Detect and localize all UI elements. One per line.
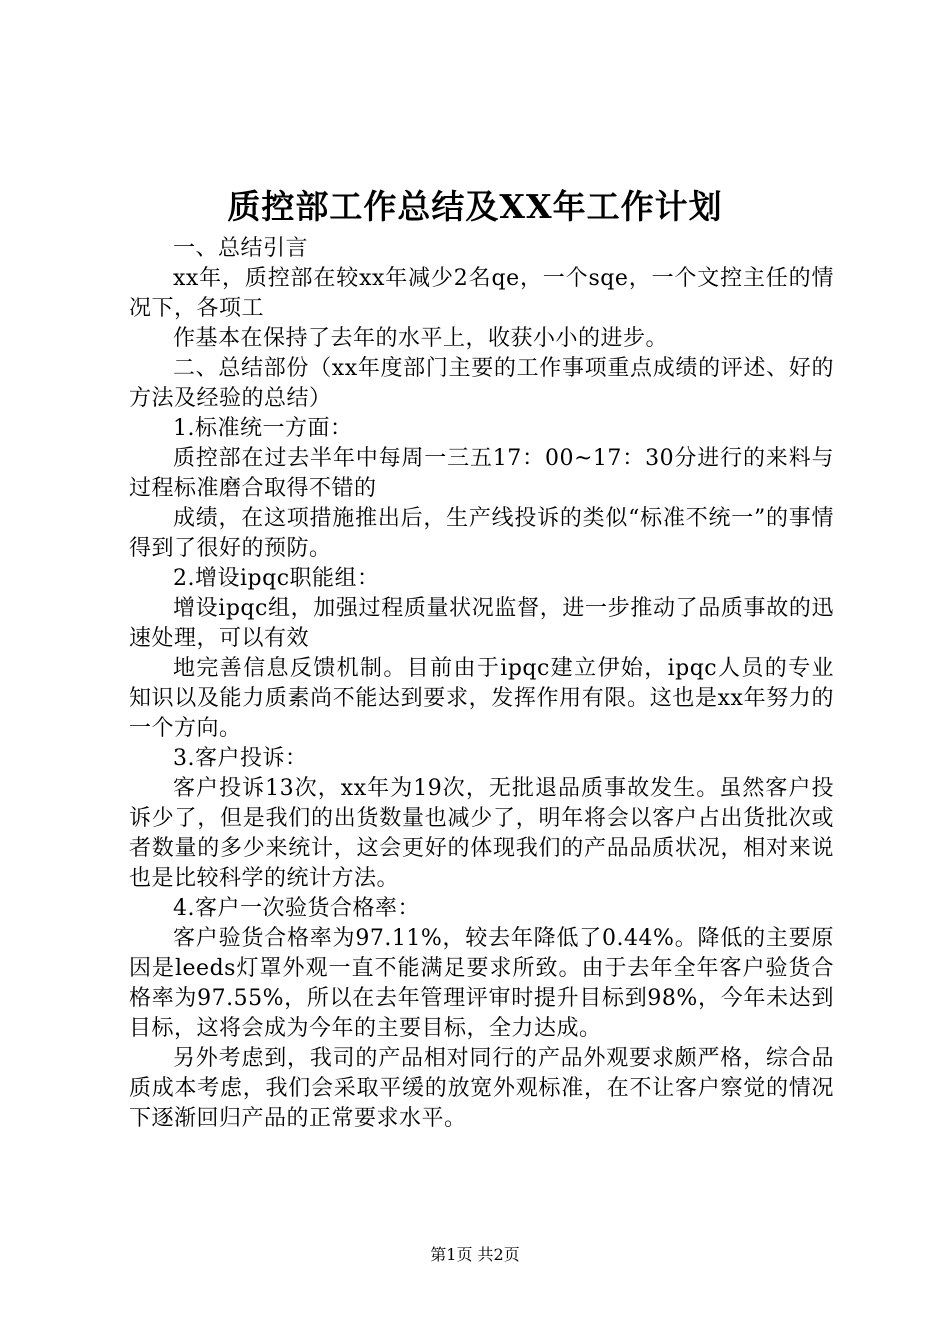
paragraph: 另外考虑到，我司的产品相对同行的产品外观要求颇严格，综合品质成本考虑，我们会采取平缓的放宽外观标准，在不让客户察觉的情况下逐渐回归产品的正常要求水平。 bbox=[129, 1046, 834, 1131]
section-heading-summary: 二、总结部份（xx年度部门主要的工作事项重点成绩的评述、好的方法及经验的总结） bbox=[129, 356, 834, 411]
paragraph: 地完善信息反馈机制。目前由于ipqc建立伊始，ipqc人员的专业知识以及能力质素尚不能达到要求，发挥作用有限。这也是xx年努力的一个方向。 bbox=[129, 656, 834, 741]
paragraph: xx年，质控部在较xx年减少2名qe，一个sqe，一个文控主任的情况下，各项工 bbox=[129, 266, 834, 321]
paragraph: 成绩，在这项措施推出后，生产线投诉的类似“标准不统一”的事情得到了很好的预防。 bbox=[129, 506, 834, 561]
subheading-pass-rate: 4.客户一次验货合格率： bbox=[173, 896, 420, 921]
document-title: 质控部工作总结及XX年工作计划 bbox=[227, 187, 723, 226]
subheading-complaints: 3.客户投诉： bbox=[173, 746, 308, 771]
document-body bbox=[129, 234, 834, 1134]
paragraph: 客户投诉13次，xx年为19次，无批退品质事故发生。虽然客户投诉少了，但是我们的出货数量也减少了，明年将会以客户占出货批次或者数量的多少来统计，这会更好的体现我们的产品品质状况，相对来说也是比较科学的统计方法。 bbox=[129, 776, 834, 891]
paragraph: 客户验货合格率为97.11%，较去年降低了0.44%。降低的主要原因是leeds灯罩外观一直不能满足要求所致。由于去年全年客户验货合格率为97.55%，所以在去年管理评审时提升目标到98%，今年未达到目标，这将会成为今年的主要目标，全力达成。 bbox=[129, 926, 834, 1041]
section-heading-intro: 一、总结引言 bbox=[173, 236, 309, 261]
subheading-standards: 1.标准统一方面： bbox=[173, 416, 353, 441]
page-number: 第1页 共2页 bbox=[430, 1245, 520, 1264]
paragraph: 作基本在保持了去年的水平上，收获小小的进步。 bbox=[173, 326, 669, 351]
paragraph: 增设ipqc组，加强过程质量状况监督，进一步推动了品质事故的迅速处理，可以有效 bbox=[129, 596, 834, 651]
subheading-ipqc: 2.增设ipqc职能组： bbox=[173, 566, 380, 591]
paragraph: 质控部在过去半年中每周一三五17：00~17：30分进行的来料与过程标准磨合取得不错的 bbox=[129, 446, 834, 501]
